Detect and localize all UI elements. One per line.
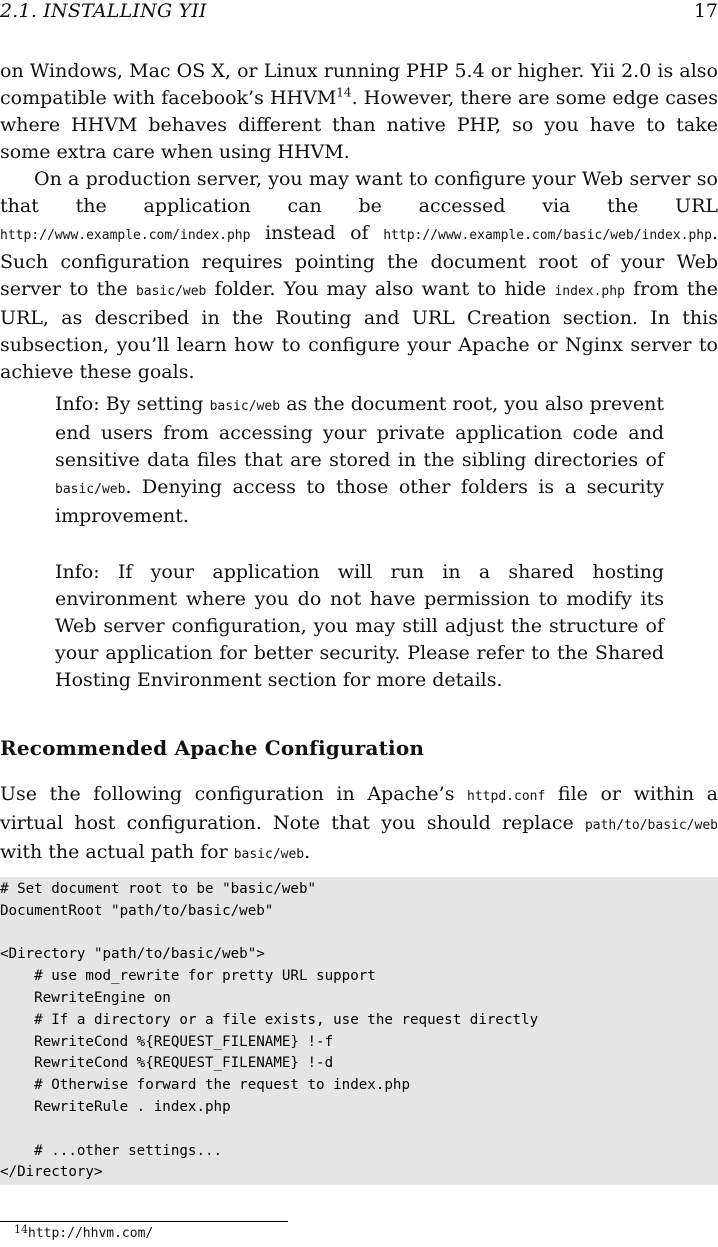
inline-code-httpd-conf: httpd.conf xyxy=(467,789,546,804)
inline-code-index-php: index.php xyxy=(554,284,625,299)
apache-config-code: # Set document root to be "basic/web" DocumentRoot "path/to/basic/web" <Directory "path/to/basic/web"> # use mod_rewrite for pretty URL support RewriteEngine on # If a directory or a file exists, use the request directly RewriteCond %{REQUEST_FILENAME} !-f RewriteCond %{REQUEST_FILENAME} !-d # Otherwise forward the request to index.php RewriteRule . index.php # ...other settings... </Directory> xyxy=(0,881,539,1181)
inline-code-url-basic: http://www.example.com/basic/web/index.php xyxy=(383,228,712,243)
page-number: 17 xyxy=(693,0,718,22)
section-title: 2.1. INSTALLING YII xyxy=(0,0,207,22)
footnote-divider xyxy=(0,1221,288,1222)
inline-code-basic-web: basic/web xyxy=(135,284,207,299)
code-block xyxy=(0,877,718,1185)
inline-code-url: http://www.example.com/index.php xyxy=(0,228,251,243)
inline-code-path: path/to/basic/web xyxy=(584,818,718,833)
section-heading: Recommended Apache Configuration xyxy=(0,736,425,760)
paragraph-hhvm: on Windows, Mac OS X, or Linux running PHP 5.4 or higher. Yii 2.0 is also compatible with facebook’s HHVM$^{14}$. However, there are some edge cases where HHVM behaves different than native PHP, so you have to take some extra care when using HHVM. xyxy=(0,60,718,163)
footnote-ref[interactable]: 14 xyxy=(336,85,352,100)
paragraph-production-server: On a production server, you may want to configure your Web server so that the application can be accessed via the URL http://www.example.com/index.php instead of http://www.example.com/basic/web/index.php. Such configuration requires pointing the document root of your Web server to the basic/web folder. You may also want to hide index.php from the URL, as described in the Routing and URL Creation section. In this subsection, you’ll learn how to configure your Apache or Nginx server to achieve these goals. xyxy=(0,168,718,383)
paragraph-apache-config: Use the following configuration in Apache’s httpd.conf file or within a virtual host configuration. Note that you should replace path/to/basic/web with the actual path for basic/web. xyxy=(0,783,718,863)
inline-code-basic-web: basic/web xyxy=(55,482,126,497)
footnote-link[interactable]: http://hhvm.com/ xyxy=(28,1226,154,1241)
info-box-document-root: Info: By setting basic/web as the document root, you also prevent end users from accessing your private application code and sensitive data files that are stored in the sibling directories of basic/web. Denying access to those other folders is a security improvement. xyxy=(55,393,665,527)
footnote xyxy=(14,1223,154,1241)
inline-code-basic-web: basic/web xyxy=(209,399,281,414)
footnote-number: 14 xyxy=(14,1223,28,1236)
running-header xyxy=(0,0,718,26)
info-box-shared-hosting: Info: If your application will run in a shared hosting environment where you do not have permission to modify its Web server configuration, you may still adjust the structure of your application for better security. Please refer to the Shared Hosting Environment section for more details. xyxy=(55,561,664,691)
inline-code-basic-web: basic/web xyxy=(233,847,305,862)
